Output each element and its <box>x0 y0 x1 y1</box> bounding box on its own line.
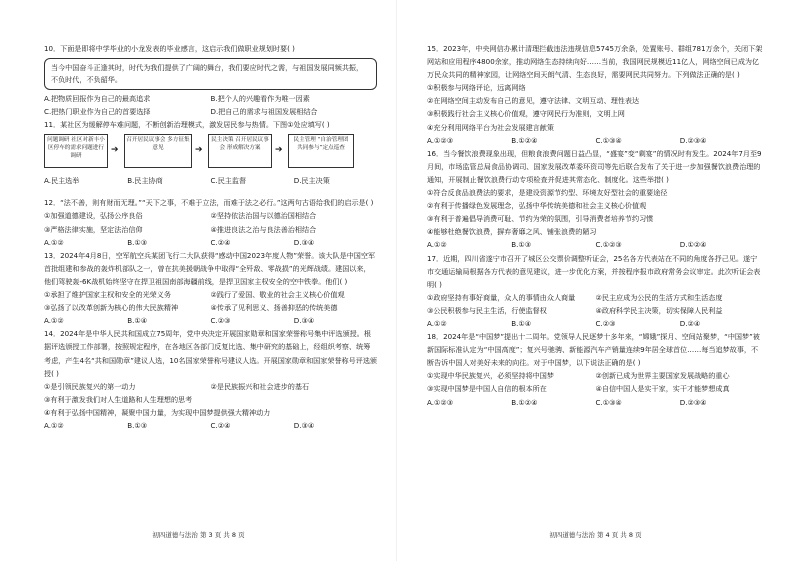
q17-items-row1 <box>427 291 764 304</box>
q14-option-d: D.③④ <box>293 420 315 430</box>
q14-option-a: A.①② <box>44 420 64 430</box>
q13-option-b: B.①④ <box>127 316 148 326</box>
q15-item-1: ①积极参与网络评论，远离网络 <box>427 83 526 93</box>
q10-options-row2 <box>44 105 377 118</box>
q13-item-1: ①承担了维护国家主权和安全的光荣义务 <box>44 290 171 300</box>
q17-option-d: D.②④ <box>679 318 701 328</box>
q15-stem: 15．2023年，中央网信办累计清理拦截违法违规信息5745万余条，处置账号、群组781万余个，关闭下架网站和应用程序4800余家，推动网络生态持续向好……当前，我国网民规模近11亿人，网络空间已成为亿万民众共同的精神家园，让网络空间天朗气清、生态良好，需要网民共同努力。下列做法正确的是( ) <box>427 44 763 80</box>
q14-item-4: ④有利于弘扬中国精神，凝聚中国力量，为实现中国梦提供强大精神动力 <box>44 407 271 417</box>
q18-option-c: C.①③④ <box>595 397 622 407</box>
q12-stem: 12．“法不善，则有财而无理。”“天下之事，不难于立法，而难于法之必行。”这两句古语给我们的启示是( ) <box>44 198 374 208</box>
q18-item-2: ②创新已成为世界主要国家发展战略的重心 <box>595 371 730 381</box>
q13-stem: 13．2024年4月8日，空军航空兵某团飞行二大队获得“感动中国2023年度人物”荣誉。该大队是中国空军首批组建和参战的轰炸机部队之一，曾在抗美援朝战争中取得“全歼敌、零战损”的光辉战绩。建国以来，他们驾驶轰-6K战机始终坚守在捍卫祖国南部海疆前线，是捍卫国家主权安全的空中铁拳。他们( ) <box>44 250 376 286</box>
q15-item-2: ②在网络空间主动发布自己的意见，遵守法律、文明互动、理性表达 <box>427 96 640 106</box>
q18-stem: 18．2024年是“中国梦”提出十二周年。党领导人民逐梦十多年来，“嫦娥”探月、空间站聚梦，“中国梦”被新国际标准认定为“中国高度”；复兴号驰骋、新能源汽车产销量连续9年居全球首位……每当追梦故事，不断告诉中国人对美好未来的向往。对于中国梦，以下说法正确的是( ) <box>427 332 760 368</box>
q16-option-c: C.①②③ <box>595 240 622 250</box>
q13-item-2: ②践行了爱国、敬业的社会主义核心价值观 <box>210 290 345 300</box>
q12-item-1: ①加强道德建设，弘扬公序良俗 <box>44 211 143 221</box>
q17-options <box>427 317 764 330</box>
q15-option-b: B.①②④ <box>511 135 538 145</box>
q16-item-3: ③有利于普遍倡导消费可耻、节约为荣的氛围，引导消费者培养节约习惯 <box>427 214 654 224</box>
q17-stem: 17．近期，四川省遂宁市召开了城区公交票价调整听证会，25名各方代表站在不同的角度各抒己见。遂宁市交通运输局根据各方代表的意见建议，进一步优化方案，并按程序报市政府常务会议审定。此次听证会表明( ) <box>427 253 761 289</box>
q10-option-b: B.把个人的兴趣看作为唯一因素 <box>210 94 310 104</box>
q12-options <box>44 236 377 249</box>
q10-quote-box <box>44 58 377 90</box>
q15-item-4: ④充分利用网络平台为社会发展建言献策 <box>427 122 554 132</box>
q10-stem: 10．下面是即将中学毕业的小龙发表的毕业感言，这启示我们做职业规划时要( ) <box>44 44 295 53</box>
q18-items-row1 <box>427 369 764 382</box>
q12-items-row1 <box>44 209 377 222</box>
right-page-footer: 初四道德与法治 第 4 页 共 8 页 <box>549 531 642 539</box>
q14-option-c: C.②④ <box>210 420 231 430</box>
q12-item-2: ②坚持依法治国与以德治国相结合 <box>210 211 317 221</box>
q17-option-a: A.①② <box>427 318 447 328</box>
q11-option-a: A.民主选举 <box>44 176 80 186</box>
right-column <box>427 42 764 409</box>
q16-item-4: ④能够杜绝餐饮浪费，摒弃奢靡之风、铺张浪费的陋习 <box>427 227 597 237</box>
q15-options <box>427 134 764 147</box>
q18-option-a: A.①②③ <box>427 397 454 407</box>
q14-items-row1 <box>44 380 377 393</box>
q13-item-3: ③弘扬了以改革创新为核心的伟大民族精神 <box>44 303 179 313</box>
flow-arrow-2: ➔ <box>195 145 203 156</box>
q12-items-row2 <box>44 223 377 236</box>
q13-options <box>44 314 377 327</box>
q17-item-4: ④政府科学民主决策，切实保障人民利益 <box>595 305 723 315</box>
q18-item-1: ①实现中华民族复兴，必须坚持将中国梦 <box>427 371 554 381</box>
q17-option-b: B.①④ <box>511 318 532 328</box>
q16-option-d: D.①②④ <box>679 240 707 250</box>
q14-item-3: ③有利于激发我们对人生道路和人生理想的思考 <box>44 394 193 404</box>
q12-item-4: ④推进良法之治与良法善治相结合 <box>210 224 317 234</box>
q12-option-a: A.①② <box>44 237 64 247</box>
q17-item-2: ②民主应成为公民的生活方式和生活态度 <box>595 292 723 302</box>
q14-options <box>44 419 377 432</box>
q15-option-d: D.②③④ <box>679 135 707 145</box>
flow-arrow-1: ➔ <box>111 145 119 156</box>
q11-option-d: D.民主决策 <box>293 176 330 186</box>
q18-option-b: B.①②④ <box>511 397 538 407</box>
q11-option-c: C.民主监督 <box>210 176 247 186</box>
q13-option-a: A.①② <box>44 316 64 326</box>
flow-box-1-text: 问题调研 社区对新丰小区停车的需求问题进行调研 <box>47 137 105 160</box>
q18-items-row2 <box>427 382 764 395</box>
q12-option-d: D.③④ <box>293 237 315 247</box>
right-page <box>397 0 794 561</box>
q18-options <box>427 396 764 409</box>
q15-option-c: C.①③④ <box>595 135 622 145</box>
q14-option-b: B.①③ <box>127 420 148 430</box>
q11-stem: 11．某社区为缓解停车难问题，不断创新治理模式，激发居民参与热情。下图①处应填写( ) <box>44 120 330 130</box>
q16-option-a: A.①② <box>427 240 447 250</box>
q18-item-3: ③实现中国梦是中国人自信的根本所在 <box>427 384 547 394</box>
q18-option-d: D.②③④ <box>679 397 707 407</box>
q10-options-row1 <box>44 92 377 105</box>
flow-box-2-text: 召开居民议事会 多方征集意见 <box>126 137 190 152</box>
q11-option-b: B.民主协商 <box>127 176 163 186</box>
q10-option-a: A.把物质回报作为自己的最高追求 <box>44 94 151 104</box>
q11-flowchart <box>44 134 377 194</box>
q17-item-3: ③公民积极参与民主生活，行使监督权 <box>427 305 547 315</box>
q14-item-2: ②是民族振兴和社会进步的基石 <box>210 381 310 391</box>
q16-stem: 16．当今餐饮浪费现象出现，但粮食浪费问题日益凸显，“盛宴”变“剩宴”的情况时有发生。2024年7月至9月间，市场监管总局食品协调司、国家发展改革委环资司等先后联合发布了关于进一步加强餐饮浪费治理的通知，开展制止餐饮浪费行动专项检查并促进其常态化、制度化。这些举措( ) <box>427 148 762 184</box>
left-page-footer: 初四道德与法治 第 3 页 共 8 页 <box>152 531 245 539</box>
q18-item-4: ④自信中国人是实干家，实干才能梦想成真 <box>595 384 730 394</box>
q17-option-c: C.②③ <box>595 318 616 328</box>
q15-item-3: ③积极践行社会主义核心价值观，遵守网民行为准则，文明上网 <box>427 109 625 119</box>
q17-item-1: ①政府坚持有事好商量，众人的事情由众人商量 <box>427 292 576 302</box>
q13-items-row2 <box>44 301 377 314</box>
q10-option-c: C.把热门职业作为自己的首要选择 <box>44 107 151 117</box>
q17-items-row2 <box>427 304 764 317</box>
flow-arrow-3: ➔ <box>275 145 283 156</box>
q15-option-a: A.①②③ <box>427 135 454 145</box>
q11-options <box>44 174 377 187</box>
flow-box-4-text: 民主管理 “自治管理团 共同参与”定点巡查 <box>293 137 349 152</box>
flow-box-3-text: 民主决策 召开居民议事会 形成解决方案 <box>211 137 269 152</box>
q16-options <box>427 238 764 251</box>
flow-box-4 <box>288 134 354 168</box>
q16-item-1: ①符合反食品浪费法的要求，是建设资源节约型、环境友好型社会的重要途径 <box>427 188 668 198</box>
q13-items-row1 <box>44 288 377 301</box>
q16-item-2: ②有利于传播绿色发展理念，弘扬中华传统美德和社会主义核心价值观 <box>427 201 647 211</box>
q13-option-d: D.③④ <box>293 316 315 326</box>
q12-option-c: C.②④ <box>210 237 231 247</box>
q14-stem: 14．2024年是中华人民共和国成立75周年，党中央决定开展国家勋章和国家荣誉称号集中评选颁授。根据评选颁授工作部署，按照规定程序，在各地区各部门反复比选、集中研究的基础上，经组织考察、统筹考虑，产生4名“共和国勋章”建议人选，10名国家荣誉称号建议人选。开展国家勋章和国家荣誉称号评选颁授( ) <box>44 329 378 378</box>
q12-option-b: B.①③ <box>127 237 148 247</box>
flow-box-1 <box>44 134 108 168</box>
q13-option-c: C.②③ <box>210 316 231 326</box>
q14-item-1: ①是引领民族复兴的第一动力 <box>44 381 136 391</box>
q10-option-d: D.把自己的需求与祖国发展相结合 <box>210 107 318 117</box>
q13-item-4: ④传承了见利思义、扬善抑恶的传统美德 <box>210 303 338 313</box>
flow-box-3 <box>208 134 272 168</box>
left-column <box>44 42 377 432</box>
q16-option-b: B.①③ <box>511 240 532 250</box>
flow-box-2 <box>124 134 192 168</box>
q12-item-3: ③严格法律实施，坚定法治信仰 <box>44 224 143 234</box>
q10-quote: 当今中国奋斗正逢其时，时代为我们提供了广阔的舞台，我们要应时代之需，与祖国发展同频共振，不负时代，不负韶华。 <box>51 63 364 85</box>
